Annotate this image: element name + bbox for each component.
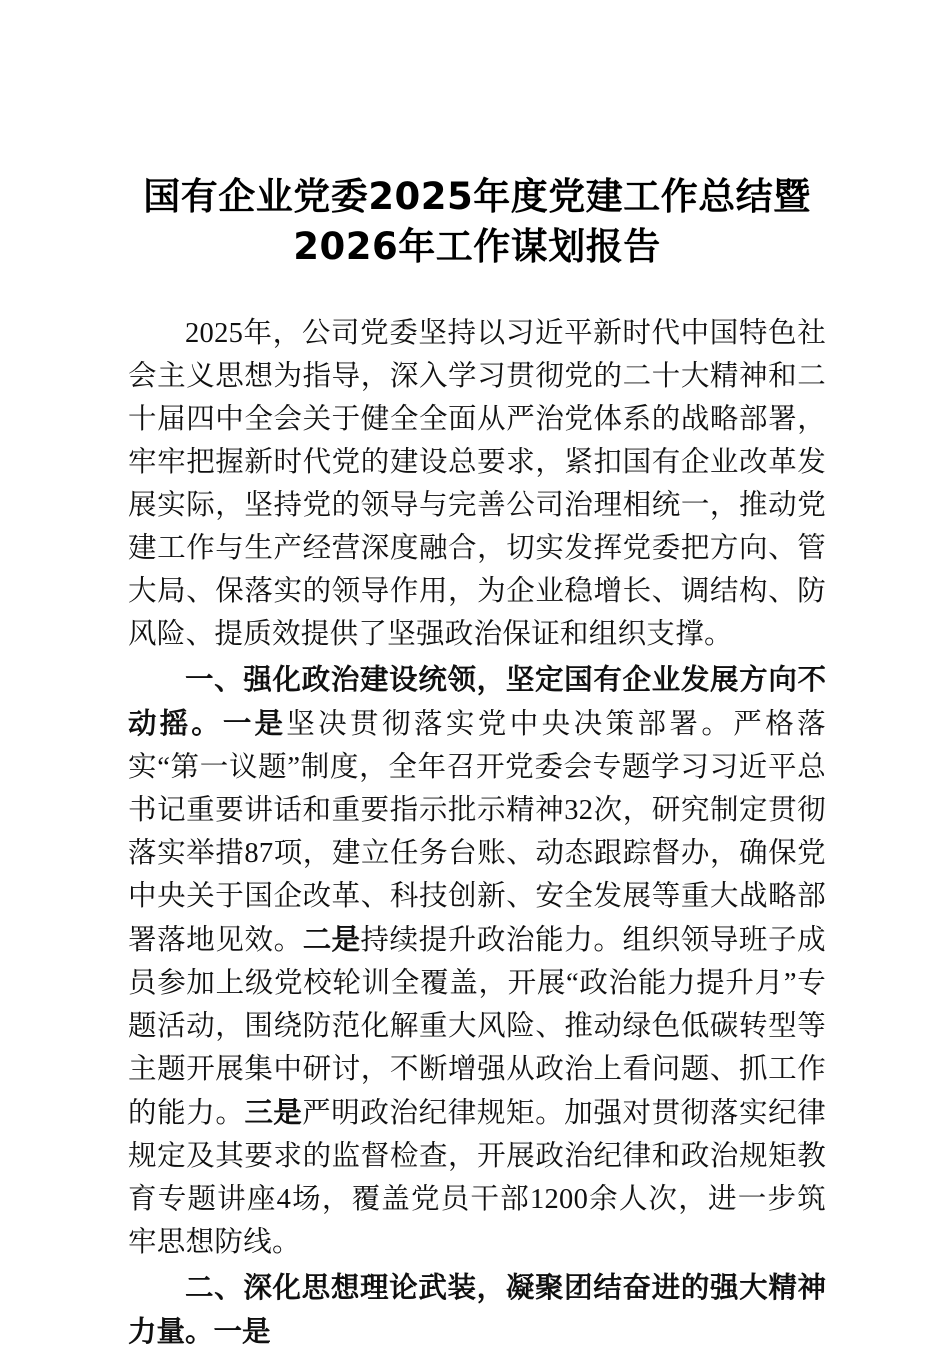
- text-run: 持续提升政治能力。组织领导班子成员参加上级党校轮训全覆盖，开展“政治能力提升月”专题活动，围绕防范化解重大风险、推动绿色低碳转型等主题开展集中研讨，不断增强从政治上看问题、抓工作的能力。: [128, 925, 826, 1129]
- page-title-line-2: 2026年工作谋划报告: [293, 225, 661, 268]
- text-run: 2025年，公司党委坚持以习近平新时代中国特色社会主义思想为指导，深入学习贯彻党的二十大精神和二十届四中全会关于健全全面从严治党体系的战略部署，牢牢把握新时代党的建设总要求，紧扣国有企业改革发展实际，坚持党的领导与完善公司治理相统一，推动党建工作与生产经营深度融合，切实发挥党委把方向、管大局、保落实的领导作用，为企业稳增长、调结构、防风险、提质效提供了坚强政治保证和组织支撑。: [128, 318, 826, 650]
- page-title-line-1: 国有企业党委2025年度党建工作总结暨: [143, 175, 811, 218]
- paragraph-section-two: [128, 1266, 826, 1354]
- paragraph-intro: [128, 312, 826, 656]
- emphasis-run: 二是: [302, 923, 361, 956]
- document-content-column: [128, 0, 826, 1354]
- text-run: 坚决贯彻落实党中央决策部署。严格落实“第一议题”制度，全年召开党委会专题学习习近平总书记重要讲话和重要指示批示精神32次，研究制定贯彻落实举措87项，建立任务台账、动态跟踪督办，确保党中央关于国企改革、科技创新、安全发展等重大战略部署落地见效。: [128, 709, 826, 956]
- paragraph-section-one: [128, 658, 826, 1264]
- emphasis-run: 三是: [244, 1096, 303, 1129]
- text-run: 严明政治纪律规矩。加强对贯彻落实纪律规定及其要求的监督检查，开展政治纪律和政治规矩教育专题讲座4场，覆盖党员干部1200余人次，进一步筑牢思想防线。: [128, 1098, 826, 1258]
- document-body: [128, 312, 826, 1354]
- page-title: [128, 0, 826, 272]
- emphasis-run: 一、强化政治建设统领，坚定国有企业发展方向不动摇。一是: [128, 663, 826, 740]
- emphasis-run: 二、深化思想理论武装，凝聚团结奋进的强大精神力量。一是: [128, 1271, 826, 1348]
